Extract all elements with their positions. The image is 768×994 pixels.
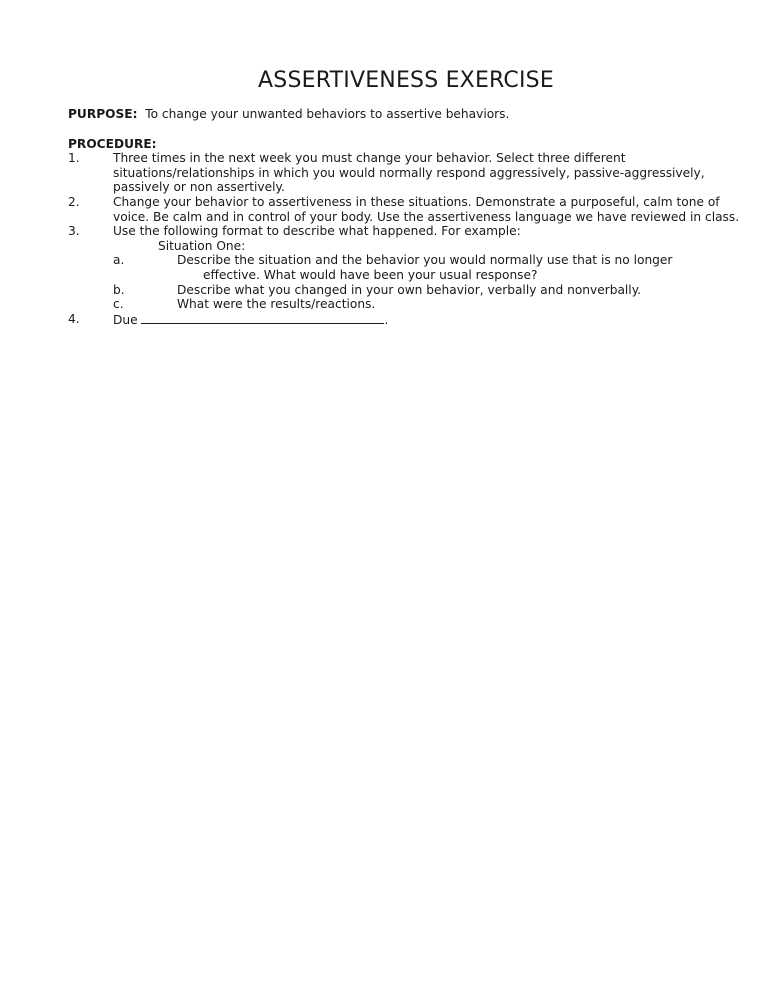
document-body <box>68 107 748 327</box>
subitem-letter: c. <box>113 297 124 312</box>
purpose-label: PURPOSE: <box>68 107 138 121</box>
due-line-period: . <box>384 312 389 327</box>
item-number: 1. <box>68 151 80 166</box>
subitem-letter: a. <box>113 253 125 268</box>
situation-heading: Situation One: <box>158 238 246 253</box>
procedure-item-3 <box>68 224 748 239</box>
subitem-a-continuation <box>68 268 748 283</box>
paragraph-gap <box>68 122 748 137</box>
subitem-b <box>68 283 748 298</box>
subitem-text: Describe what you changed in your own behavior, verbally and nonverbally. <box>177 282 642 297</box>
example-heading <box>68 239 748 254</box>
subitem-continuation-text: effective. What would have been your usual response? <box>203 267 538 282</box>
procedure-item-1 <box>68 151 748 195</box>
subitem-text: What were the results/reactions. <box>177 297 376 312</box>
item-text: Due <box>113 312 138 327</box>
subitem-c <box>68 297 748 312</box>
procedure-item-4 <box>68 312 748 328</box>
subitem-text: Describe the situation and the behavior you would normally use that is no longer <box>177 253 673 268</box>
item-number: 4. <box>68 311 80 326</box>
procedure-item-2 <box>68 195 748 224</box>
procedure-heading: PROCEDURE: <box>68 136 157 151</box>
item-text: Three times in the next week you must change your behavior. Select three different situations/relationships in which you would normally respond aggressively, passive-aggressively, passively or non assertively. <box>113 151 705 195</box>
subitem-a <box>68 253 748 268</box>
item-text: Change your behavior to assertiveness in these situations. Demonstrate a purposeful, calm tone of voice. Be calm and in control of your body. Use the assertiveness language we have reviewed in class. <box>113 194 740 224</box>
item-number: 2. <box>68 194 80 209</box>
item-number: 3. <box>68 224 80 239</box>
due-date-blank <box>141 312 384 324</box>
item-text: Use the following format to describe what happened. For example: <box>113 224 521 239</box>
document-title: ASSERTIVENESS EXERCISE <box>258 68 554 93</box>
purpose-text: To change your unwanted behaviors to assertive behaviors. <box>145 107 510 121</box>
subitem-letter: b. <box>113 282 125 297</box>
purpose-paragraph <box>68 107 748 122</box>
